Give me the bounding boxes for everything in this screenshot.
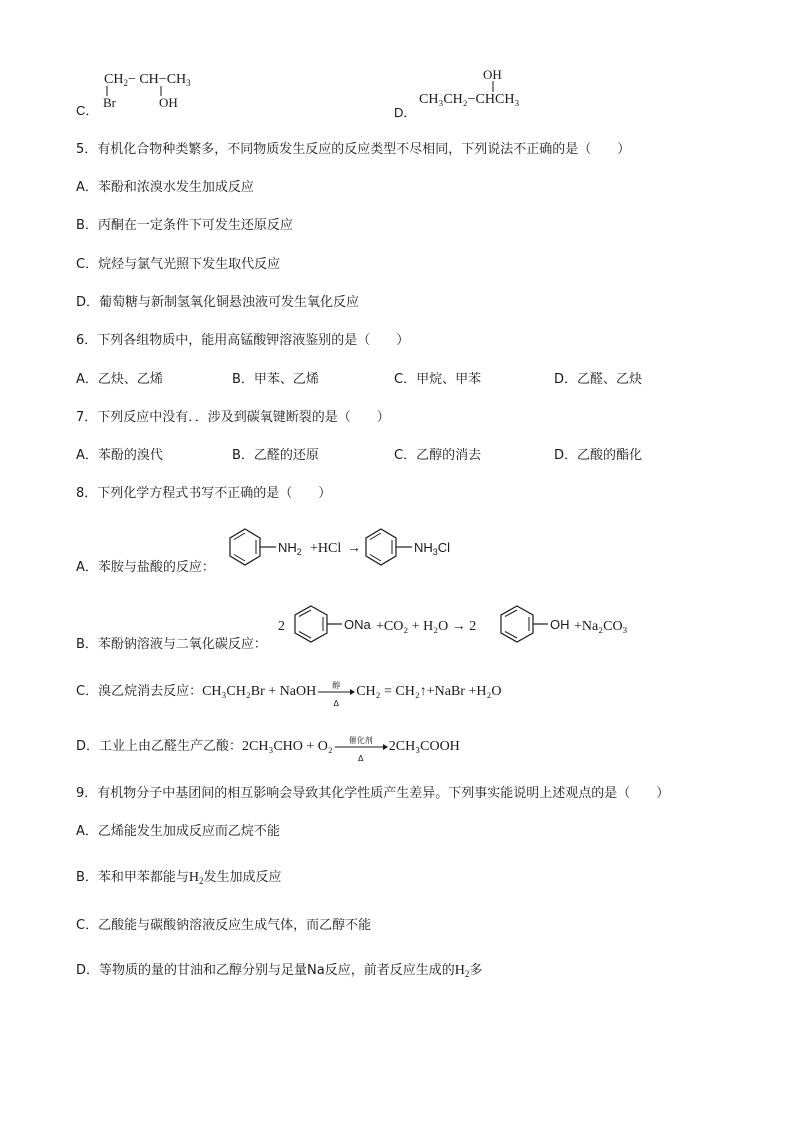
- question-8-option-d: [76, 736, 460, 763]
- svg-text:NH3Cl: $NH_3Cl$: [414, 540, 451, 557]
- equation-reactants: CH₃CH₂Br + NaOH: [202, 684, 317, 699]
- svg-text:→: →: [347, 541, 361, 556]
- question-9-option-d: D．等物质的量的甘油和乙醇分别与足量Na反应，前者反应生成的$H_2$多: [76, 963, 483, 979]
- benzene-ring-icon: [501, 606, 533, 642]
- question-5-option-d: D．葡萄糖与新制氢氧化铜悬浊液可发生氧化反应: [76, 295, 360, 310]
- question-7-option-c: C．乙醇的消去: [394, 448, 482, 463]
- bond-lines: [100, 86, 170, 98]
- question-8-option-a-label: A．苯胺与盐酸的反应：: [76, 560, 215, 575]
- question-7-option-b: B．乙醛的还原: [232, 448, 319, 463]
- structure-top-line: $CH_2- CH-CH_3$: [104, 72, 191, 88]
- question-6-option-c: C．甲烷、甲苯: [394, 372, 482, 387]
- reaction-arrow: 醇 Δ: [316, 683, 356, 701]
- question-8-option-c: [76, 681, 502, 708]
- question-6-option-b: B．甲苯、乙烯: [232, 372, 319, 387]
- aniline-equation: [224, 526, 464, 572]
- question-7-option-d: D．乙酸的酯化: [554, 448, 643, 463]
- question-9-option-b: B．苯和甲苯都能与$H_2$发生加成反应: [76, 870, 282, 886]
- svg-text:+Na₂CO₃: +Na₂CO₃: [574, 619, 628, 634]
- question-7-stem: 7．下列反应中没有．．涉及到碳氧键断裂的是（ ）: [76, 410, 390, 425]
- phenoxide-equation: [276, 600, 656, 648]
- question-5-option-c: C．烷烃与氯气光照下发生取代反应: [76, 257, 281, 272]
- option-label: C．: [76, 103, 99, 118]
- structure-main-chain: CH₃CH₂−CHCH₃: [419, 92, 520, 107]
- benzene-ring-icon: [366, 529, 396, 565]
- svg-text:2: 2: [278, 619, 285, 634]
- question-5-option-b: B．丙酮在一定条件下可发生还原反应: [76, 218, 293, 233]
- benzene-ring-icon: [295, 606, 327, 642]
- option-label: D．: [394, 105, 417, 120]
- option-label: D．工业上由乙醛生产乙酸：: [76, 739, 243, 754]
- question-6-option-a: A．乙炔、乙烯: [76, 372, 163, 387]
- question-5-option-a: A．苯酚和浓溴水发生加成反应: [76, 180, 254, 195]
- svg-text:+CO₂ + H₂O → 2: +CO₂ + H₂O → 2: [376, 619, 477, 634]
- svg-text:ONa: ONa: [344, 617, 371, 632]
- hydroxyl-substituent: OH: [483, 67, 502, 82]
- option-label: C．溴乙烷消去反应：: [76, 684, 203, 699]
- hydroxyl-substituent: OH: [159, 95, 178, 110]
- question-8-stem: 8．下列化学方程式书写不正确的是（ ）: [76, 486, 332, 501]
- question-9-option-c: C．乙酸能与碳酸钠溶液反应生成气体，而乙醇不能: [76, 918, 372, 933]
- question-8-option-b-label: B．苯酚钠溶液与二氧化碳反应：: [76, 637, 267, 652]
- question-6-option-d: D．乙醛、乙炔: [554, 372, 643, 387]
- question-6-stem: 6．下列各组物质中，能用高锰酸钾溶液鉴别的是（ ）: [76, 333, 410, 348]
- question-5-stem: 5．有机化合物种类繁多，不同物质发生反应的反应类型不尽相同，下列说法不正确的是（ ）: [76, 142, 631, 157]
- equation-reactants: 2CH₃CHO + O₂: [242, 739, 333, 754]
- reaction-arrow: 催化剂 Δ: [333, 738, 389, 756]
- equation-products: CH₂ = CH₂↑+NaBr +H₂O: [356, 684, 502, 699]
- question-9-option-a: A．乙烯能发生加成反应而乙烷不能: [76, 824, 280, 839]
- equation-products: 2CH₃COOH: [388, 739, 460, 754]
- question-7-option-a: A．苯酚的溴代: [76, 448, 163, 463]
- svg-text:+HCl: +HCl: [310, 541, 342, 556]
- bromine-substituent: Br: [103, 95, 116, 110]
- benzene-ring-icon: [230, 529, 260, 565]
- svg-text:OH: OH: [550, 617, 570, 632]
- question-9-stem: 9．有机物分子中基团间的相互影响会导致其化学性质产生差异。下列事实能说明上述观点的是（ ）: [76, 786, 670, 801]
- svg-text:NH2: $NH_2$: [278, 540, 302, 557]
